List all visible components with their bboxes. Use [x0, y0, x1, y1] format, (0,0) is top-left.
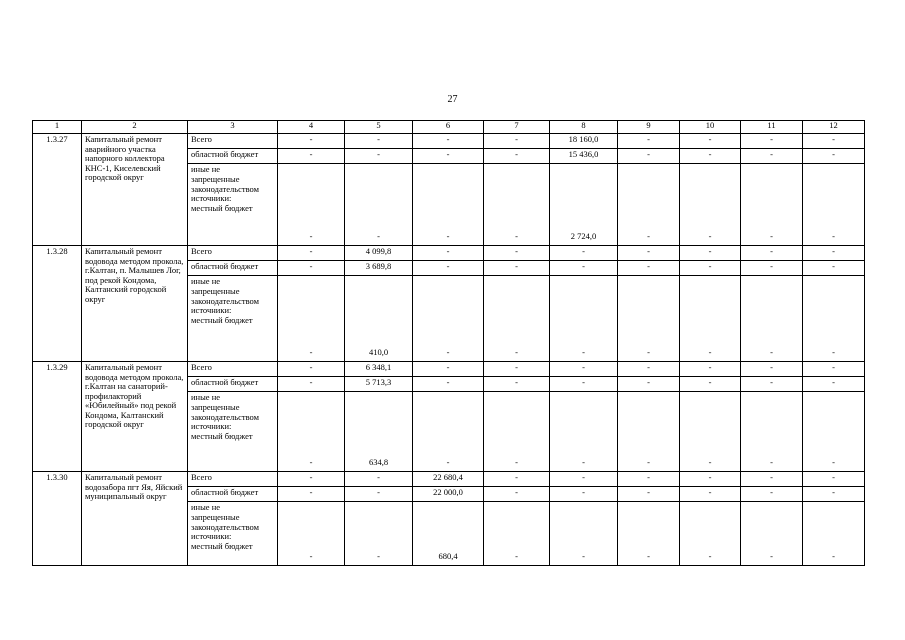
value-cell: -: [680, 472, 741, 487]
value-cell: -: [803, 502, 865, 566]
value-cell: -: [741, 377, 803, 392]
table-row: [33, 472, 865, 487]
value-cell: -: [680, 502, 741, 566]
item-description: Капитальный ремонт водовода методом прокола, г.Калтан на санаторий-профилакторий «Юбилейный» под рекой Кондома, Калтанский городской округ: [82, 362, 188, 472]
value-cell: -: [550, 377, 618, 392]
value-cell: -: [741, 276, 803, 362]
table-body: [33, 134, 865, 566]
table-row: [33, 134, 865, 149]
value-cell: 2 724,0: [550, 164, 618, 246]
value-cell: -: [618, 134, 680, 149]
value-cell: -: [413, 134, 484, 149]
header-cell: 6: [413, 121, 484, 134]
header-cell: 2: [82, 121, 188, 134]
value-cell: -: [550, 502, 618, 566]
item-code: 1.3.29: [33, 362, 82, 472]
value-cell: -: [278, 246, 345, 261]
value-cell: -: [618, 261, 680, 276]
header-cell: 12: [803, 121, 865, 134]
value-cell: -: [741, 472, 803, 487]
value-cell: -: [484, 472, 550, 487]
value-cell: -: [413, 276, 484, 362]
funding-source-line: законодательством: [191, 295, 260, 306]
value-cell: -: [618, 472, 680, 487]
value-cell: -: [618, 487, 680, 502]
value-cell: -: [345, 134, 413, 149]
value-cell: -: [278, 487, 345, 502]
funding-source-line: источники:: [191, 421, 232, 432]
funding-source-line: законодательством: [191, 183, 260, 194]
value-cell: -: [680, 261, 741, 276]
value-cell: -: [803, 164, 865, 246]
value-cell: -: [413, 377, 484, 392]
value-cell: -: [278, 362, 345, 377]
item-description: Капитальный ремонт водозабора пгт Яя, Яйский муниципальный округ: [82, 472, 188, 566]
funding-source-label: областной бюджет: [188, 261, 278, 276]
funding-source-line: источники:: [191, 193, 232, 204]
funding-source-label: [188, 502, 278, 566]
funding-source-label: [188, 164, 278, 246]
funding-source-line: запрещенные: [191, 511, 240, 522]
value-cell: -: [550, 362, 618, 377]
funding-source-line: местный бюджет: [191, 315, 253, 326]
value-cell: -: [550, 246, 618, 261]
funding-source-line: запрещенные: [191, 173, 240, 184]
header-cell: 11: [741, 121, 803, 134]
value-cell: -: [413, 164, 484, 246]
funding-source-line: запрещенные: [191, 285, 240, 296]
value-cell: -: [741, 392, 803, 472]
funding-source-line: иные не: [191, 164, 221, 174]
value-cell: -: [278, 164, 345, 246]
value-cell: -: [803, 246, 865, 261]
value-cell: 18 160,0: [550, 134, 618, 149]
value-cell: -: [413, 149, 484, 164]
value-cell: -: [803, 472, 865, 487]
budget-table: [32, 120, 865, 566]
value-cell: -: [345, 502, 413, 566]
funding-source-label: [188, 276, 278, 362]
value-cell: -: [484, 134, 550, 149]
value-cell: -: [345, 149, 413, 164]
table-row: [33, 246, 865, 261]
funding-source-line: местный бюджет: [191, 431, 253, 442]
value-cell: -: [680, 276, 741, 362]
value-cell: -: [345, 487, 413, 502]
value-cell: -: [618, 362, 680, 377]
value-cell: -: [680, 487, 741, 502]
value-cell: -: [278, 134, 345, 149]
value-cell: -: [278, 392, 345, 472]
value-cell: -: [278, 261, 345, 276]
item-code: 1.3.27: [33, 134, 82, 246]
header-cell: 9: [618, 121, 680, 134]
value-cell: 5 713,3: [345, 377, 413, 392]
value-cell: -: [680, 246, 741, 261]
value-cell: 22 680,4: [413, 472, 484, 487]
value-cell: -: [803, 392, 865, 472]
value-cell: 15 436,0: [550, 149, 618, 164]
value-cell: -: [803, 487, 865, 502]
value-cell: -: [550, 392, 618, 472]
header-cell: 7: [484, 121, 550, 134]
header-cell: 5: [345, 121, 413, 134]
value-cell: -: [278, 149, 345, 164]
value-cell: -: [278, 472, 345, 487]
value-cell: -: [803, 261, 865, 276]
value-cell: 680,4: [413, 502, 484, 566]
header-cell: 3: [188, 121, 278, 134]
value-cell: -: [278, 276, 345, 362]
value-cell: -: [484, 362, 550, 377]
funding-source-line: запрещенные: [191, 401, 240, 412]
value-cell: -: [680, 362, 741, 377]
value-cell: -: [680, 392, 741, 472]
funding-source-label: Всего: [188, 134, 278, 149]
value-cell: -: [803, 276, 865, 362]
value-cell: -: [550, 261, 618, 276]
value-cell: 3 689,8: [345, 261, 413, 276]
value-cell: -: [484, 276, 550, 362]
funding-source-label: областной бюджет: [188, 487, 278, 502]
value-cell: -: [680, 149, 741, 164]
item-code: 1.3.28: [33, 246, 82, 362]
header-cell: 1: [33, 121, 82, 134]
value-cell: -: [741, 149, 803, 164]
item-description: Капитальный ремонт аварийного участка напорного коллектора КНС-1, Киселевский городской округ: [82, 134, 188, 246]
value-cell: -: [484, 164, 550, 246]
value-cell: -: [741, 362, 803, 377]
value-cell: -: [618, 392, 680, 472]
value-cell: -: [484, 487, 550, 502]
value-cell: -: [741, 134, 803, 149]
value-cell: -: [484, 246, 550, 261]
value-cell: -: [484, 261, 550, 276]
value-cell: -: [680, 377, 741, 392]
value-cell: -: [550, 472, 618, 487]
header-cell: 10: [680, 121, 741, 134]
value-cell: -: [413, 246, 484, 261]
value-cell: -: [803, 362, 865, 377]
value-cell: -: [278, 502, 345, 566]
value-cell: -: [484, 149, 550, 164]
funding-source-label: Всего: [188, 246, 278, 261]
value-cell: -: [345, 164, 413, 246]
value-cell: -: [618, 377, 680, 392]
header-cell: 4: [278, 121, 345, 134]
value-cell: -: [484, 392, 550, 472]
value-cell: 410,0: [345, 276, 413, 362]
value-cell: 634,8: [345, 392, 413, 472]
funding-source-label: областной бюджет: [188, 149, 278, 164]
value-cell: -: [413, 392, 484, 472]
funding-source-line: источники:: [191, 531, 232, 542]
funding-source-line: иные не: [191, 276, 221, 286]
value-cell: -: [803, 377, 865, 392]
header-cell: 8: [550, 121, 618, 134]
value-cell: -: [680, 164, 741, 246]
value-cell: -: [484, 502, 550, 566]
value-cell: -: [413, 362, 484, 377]
value-cell: -: [550, 276, 618, 362]
value-cell: -: [618, 164, 680, 246]
value-cell: 6 348,1: [345, 362, 413, 377]
funding-source-label: [188, 392, 278, 472]
value-cell: -: [680, 134, 741, 149]
funding-source-label: Всего: [188, 472, 278, 487]
value-cell: -: [741, 502, 803, 566]
value-cell: -: [278, 377, 345, 392]
value-cell: -: [741, 261, 803, 276]
table-header: [33, 121, 865, 134]
value-cell: -: [618, 246, 680, 261]
item-code: 1.3.30: [33, 472, 82, 566]
value-cell: -: [618, 276, 680, 362]
value-cell: -: [618, 502, 680, 566]
funding-source-line: иные не: [191, 392, 221, 402]
table-row: [33, 362, 865, 377]
value-cell: -: [345, 472, 413, 487]
funding-source-label: Всего: [188, 362, 278, 377]
value-cell: 4 099,8: [345, 246, 413, 261]
funding-source-line: местный бюджет: [191, 541, 253, 552]
funding-source-line: законодательством: [191, 521, 260, 532]
page-number: 27: [447, 94, 458, 105]
value-cell: -: [803, 134, 865, 149]
value-cell: -: [413, 261, 484, 276]
value-cell: -: [741, 487, 803, 502]
value-cell: -: [484, 377, 550, 392]
value-cell: -: [741, 246, 803, 261]
funding-source-line: законодательством: [191, 411, 260, 422]
funding-source-line: местный бюджет: [191, 203, 253, 214]
value-cell: -: [803, 149, 865, 164]
funding-source-label: областной бюджет: [188, 377, 278, 392]
funding-source-line: источники:: [191, 305, 232, 316]
value-cell: -: [741, 164, 803, 246]
value-cell: 22 000,0: [413, 487, 484, 502]
item-description: Капитальный ремонт водовода методом прокола, г.Калтан, п. Малышев Лог, под рекой Кондома, Калтанский городской округ: [82, 246, 188, 362]
funding-source-line: иные не: [191, 502, 221, 512]
value-cell: -: [618, 149, 680, 164]
value-cell: -: [550, 487, 618, 502]
